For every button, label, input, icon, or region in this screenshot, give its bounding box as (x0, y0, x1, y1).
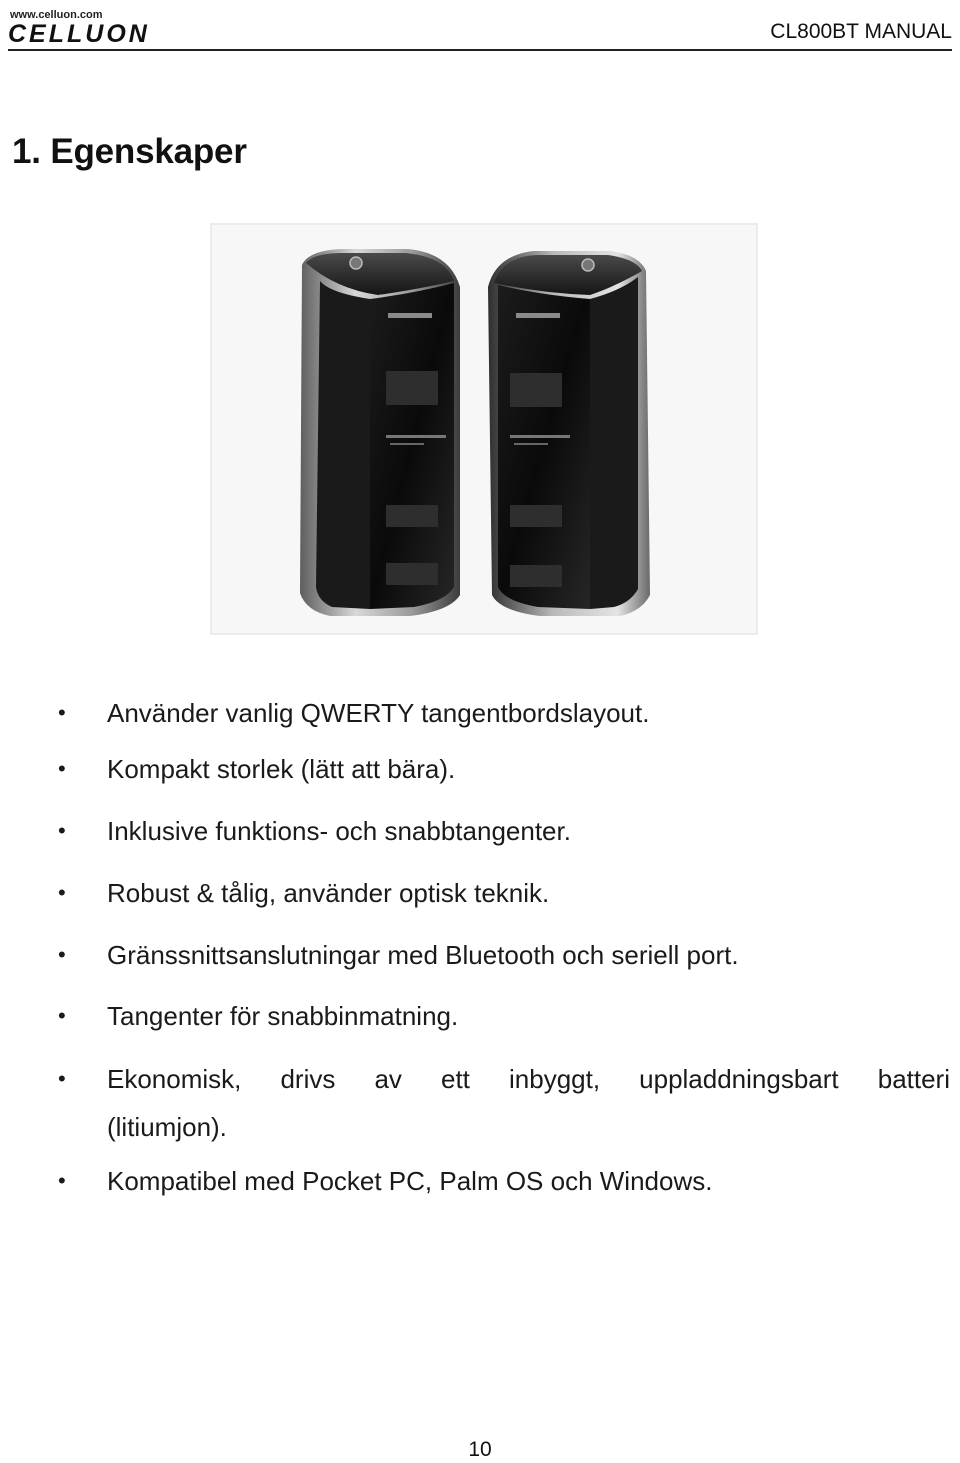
feature-text: Kompatibel med Pocket PC, Palm OS och Windows. (107, 1166, 713, 1196)
device-unit-left (300, 249, 460, 616)
bullet-icon: • (58, 756, 66, 781)
bullet-icon: • (58, 942, 66, 967)
bullet-icon: • (58, 1066, 66, 1091)
feature-text: Ekonomisk, drivs av ett inbyggt, uppladdningsbart batteri (107, 1064, 950, 1094)
feature-text: Kompakt storlek (lätt att bära). (107, 754, 456, 784)
manual-title: CL800BT MANUAL (770, 20, 952, 43)
bullet-icon: • (58, 1168, 66, 1193)
product-photo (210, 223, 758, 635)
bullet-icon: • (58, 818, 66, 843)
feature-text: Robust & tålig, använder optisk teknik. (107, 878, 550, 908)
feature-text: Inklusive funktions- och snabbtangenter. (107, 816, 571, 846)
feature-text: Tangenter för snabbinmatning. (107, 1001, 459, 1031)
page-header (0, 0, 960, 56)
celluon-logo: CELLUON (8, 20, 150, 48)
page-number: 10 (468, 1438, 492, 1461)
header-divider (8, 49, 952, 51)
logo-url: www.celluon.com (10, 9, 103, 21)
feature-text: Gränssnittsanslutningar med Bluetooth och seriell port. (107, 940, 739, 970)
section-title: 1. Egenskaper (12, 132, 247, 171)
bullet-icon: • (58, 880, 66, 905)
device-unit-right (488, 251, 650, 616)
bullet-icon: • (58, 1003, 66, 1028)
feature-text: (litiumjon). (107, 1112, 227, 1142)
bullet-icon: • (58, 700, 66, 725)
feature-text: Använder vanlig QWERTY tangentbordslayout. (107, 698, 650, 728)
